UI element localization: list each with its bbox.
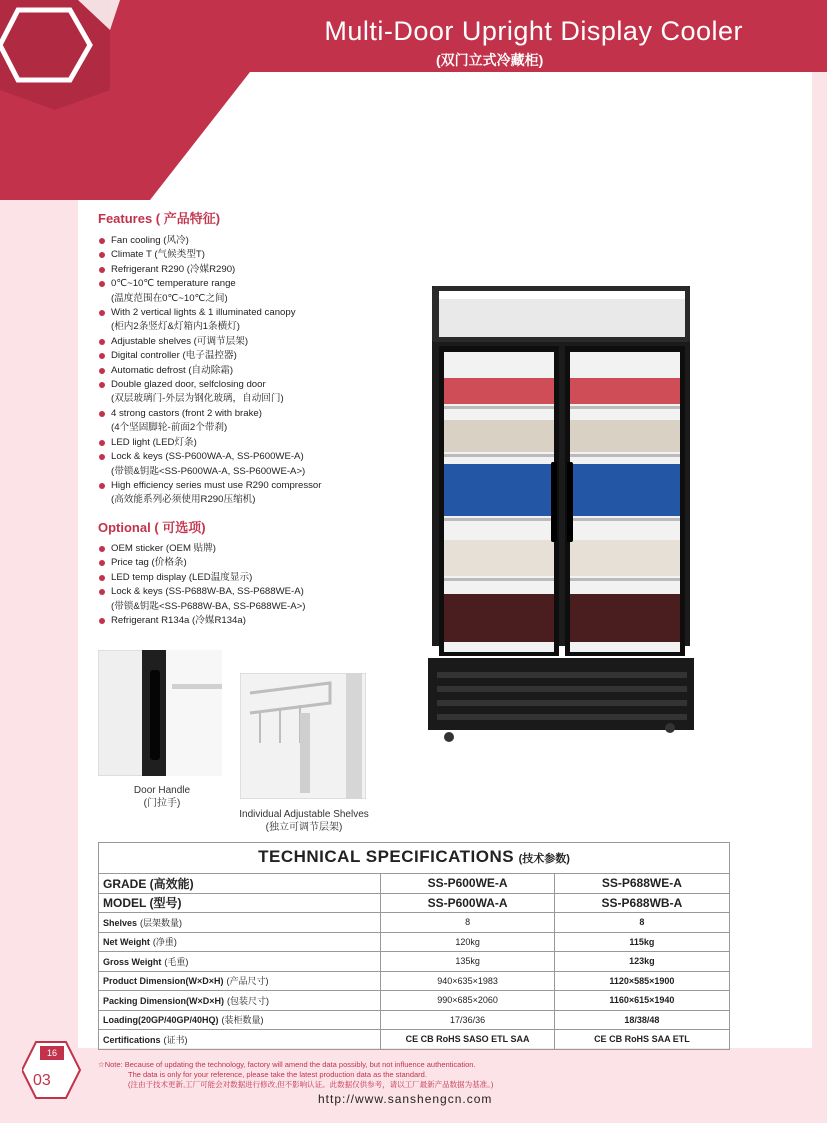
spec-row-label-cn: (包装尺寸): [227, 995, 270, 1006]
spec-table: [98, 873, 730, 1050]
spec-row-label-cn: (毛重): [164, 956, 189, 967]
features-item-text: LED light (LED灯条): [111, 436, 197, 448]
features-item-text: Digital controller (电子温控器): [111, 350, 237, 362]
spec-row-label-cn: (层架数量): [140, 917, 183, 928]
spec-row-value-a: 135kg: [381, 952, 554, 972]
door-handle-caption: [104, 784, 220, 810]
optional-item: [98, 585, 398, 614]
optional-item: [98, 614, 398, 628]
grade-label: GRADE (高效能): [99, 874, 381, 894]
page-title: Multi-Door Upright Display Cooler: [324, 16, 743, 46]
spec-row-value-a: 8: [381, 913, 554, 933]
features-item-text: Lock & keys (SS-P600WA-A, SS-P600WE-A): [111, 451, 304, 463]
spec-row-label-cell: [99, 1030, 381, 1050]
model-a: SS-P600WA-A: [381, 893, 554, 913]
spec-row-label-cn: (装柜数量): [221, 1015, 264, 1026]
features-item-subtext: (柜内2条竖灯&灯箱内1条横灯): [111, 321, 240, 333]
footer-note-line3: (注由于技术更新,工厂可能会对数据进行修改,但不影响认证。此数据仅供参考，请以工厂最新产品数据为基准。): [128, 1080, 494, 1089]
spec-row-value-a: 990×685×2060: [381, 991, 554, 1011]
features-item-text: Adjustable shelves (可调节层架): [111, 335, 249, 347]
features-item: [98, 306, 398, 335]
spec-row-value-b: 1120×585×1900: [554, 971, 729, 991]
footer-url[interactable]: http://www.sanshengcn.com: [318, 1092, 493, 1106]
features-item: [98, 436, 398, 450]
features-item: [98, 277, 398, 306]
spec-row: [99, 1030, 730, 1050]
features-item: [98, 364, 398, 378]
features-item-subtext: (带锁&钥匙<SS-P600WA-A, SS-P600WE-A>): [111, 465, 306, 477]
spec-row-label: Product Dimension(W×D×H): [103, 976, 224, 987]
spec-row: [99, 991, 730, 1011]
door-handle-caption-en: Door Handle: [133, 785, 191, 796]
optional-item-text: LED temp display (LED温度显示): [111, 571, 253, 583]
features-item-text: Fan cooling (风冷): [111, 235, 189, 246]
spec-row-label: Certifications: [103, 1034, 161, 1045]
features-item: [98, 349, 398, 363]
optional-heading: Optional ( 可选项): [98, 520, 206, 535]
features-item-text: Refrigerant R290 (冷媒R290): [111, 263, 236, 275]
spec-title: TECHNICAL SPECIFICATIONS: [258, 847, 515, 866]
spec-row-value-a: CE CB RoHS SASO ETL SAA: [381, 1030, 554, 1050]
spec-row: [99, 932, 730, 952]
page-subtitle: (双门立式冷藏柜): [436, 52, 544, 68]
features-item: [98, 335, 398, 349]
spec-row-label-cell: [99, 991, 381, 1011]
spec-title-cn: (技术参数): [518, 853, 570, 865]
model-label: MODEL (型号): [99, 893, 381, 913]
spec-row: [99, 971, 730, 991]
spec-title-bar: [98, 842, 730, 874]
cooler-product-image: [425, 282, 700, 744]
spec-row-label-cell: [99, 1010, 381, 1030]
spec-row-label-cn: (证书): [163, 1034, 188, 1045]
features-item: [98, 450, 398, 479]
spec-rows: [99, 913, 730, 1050]
spec-row-label-cell: [99, 971, 381, 991]
features-item: [98, 479, 398, 508]
spec-row: [99, 913, 730, 933]
features-item-text: Climate T (气候类型T): [111, 249, 205, 261]
spec-row-label: Net Weight: [103, 937, 150, 948]
optional-list: [98, 542, 398, 628]
optional-item: [98, 571, 398, 585]
features-item-text: Automatic defrost (自动除霜): [111, 364, 234, 376]
spec-row-label: Packing Dimension(W×D×H): [103, 995, 225, 1006]
optional-item-text: OEM sticker (OEM 贴牌): [111, 543, 216, 554]
spec-row-value-b: 115kg: [554, 932, 729, 952]
spec-row: [99, 1010, 730, 1030]
features-item: [98, 234, 398, 248]
features-item: [98, 378, 398, 407]
optional-item-subtext: (带锁&钥匙<SS-P688W-BA, SS-P688WE-A>): [111, 600, 306, 612]
model-b: SS-P688WB-A: [554, 893, 729, 913]
shelves-caption-cn: (独立可调节层架): [265, 822, 343, 833]
door-handle-photo: [98, 650, 222, 776]
spec-row-label-cell: [99, 952, 381, 972]
door-handle-caption-cn: (门拉手): [143, 798, 181, 809]
spec-row-value-b: CE CB RoHS SAA ETL: [554, 1030, 729, 1050]
spec-row-value-b: 18/38/48: [554, 1010, 729, 1030]
page-number-large: 03: [33, 1072, 51, 1089]
footer-note: [98, 1060, 738, 1090]
spec-row: [99, 952, 730, 972]
features-item-text: 0℃~10℃ temperature range: [111, 278, 236, 290]
features-item: [98, 248, 398, 262]
spec-row-value-b: 123kg: [554, 952, 729, 972]
spec-row-value-b: 1160×615×1940: [554, 991, 729, 1011]
spec-row-label-cn: (产品尺寸): [226, 976, 269, 987]
features-item-subtext: (温度范围在0℃~10℃之间): [111, 292, 228, 304]
shelves-caption-en: Individual Adjustable Shelves: [239, 809, 369, 820]
spec-row-label-cell: [99, 932, 381, 952]
spec-model-row: [99, 893, 730, 913]
features-item: [98, 407, 398, 436]
features-item-text: 4 strong castors (front 2 with brake): [111, 407, 262, 419]
spec-row-label-cell: [99, 913, 381, 933]
spec-row-label: Shelves: [103, 917, 138, 928]
spec-row-value-a: 17/36/36: [381, 1010, 554, 1030]
shelves-caption: [212, 808, 396, 834]
features-item: [98, 263, 398, 277]
spec-row-label-cn: (净重): [152, 937, 177, 948]
page-number-small: 16: [40, 1046, 64, 1060]
optional-item-text: Price tag (价格条): [111, 557, 187, 569]
features-item-text: High efficiency series must use R290 compressor: [111, 479, 322, 491]
footer-note-line1: ☆Note: Because of updating the technology, factory will amend the data possibly, but not influence authentication.: [98, 1060, 476, 1069]
spec-grade-row: [99, 874, 730, 894]
features-item-subtext: (双层玻璃门-外层为钢化玻璃，自动回门): [111, 393, 284, 405]
footer-note-line2: The data is only for your reference, please take the latest production data as the standard.: [128, 1070, 427, 1079]
optional-item-text: Lock & keys (SS-P688W-BA, SS-P688WE-A): [111, 586, 304, 598]
features-item-text: With 2 vertical lights & 1 illuminated canopy: [111, 307, 296, 319]
features-heading: Features ( 产品特征): [98, 211, 221, 226]
features-list: [98, 234, 398, 508]
optional-item: [98, 542, 398, 556]
features-item-subtext: (高效能系列必须使用R290压缩机): [111, 494, 256, 506]
grade-b: SS-P688WE-A: [554, 874, 729, 894]
spec-row-value-a: 940×635×1983: [381, 971, 554, 991]
spec-row-value-b: 8: [554, 913, 729, 933]
optional-item: [98, 556, 398, 570]
optional-item-text: Refrigerant R134a (冷媒R134a): [111, 615, 246, 627]
grade-a: SS-P600WE-A: [381, 874, 554, 894]
features-item-text: Double glazed door, selfclosing door: [111, 379, 266, 391]
spec-row-label: Gross Weight: [103, 956, 162, 967]
features-item-subtext: (4个坚固脚轮-前面2个带刹): [111, 422, 228, 434]
spec-row-value-a: 120kg: [381, 932, 554, 952]
spec-row-label: Loading(20GP/40GP/40HQ): [103, 1015, 219, 1026]
shelves-photo: [240, 673, 366, 799]
